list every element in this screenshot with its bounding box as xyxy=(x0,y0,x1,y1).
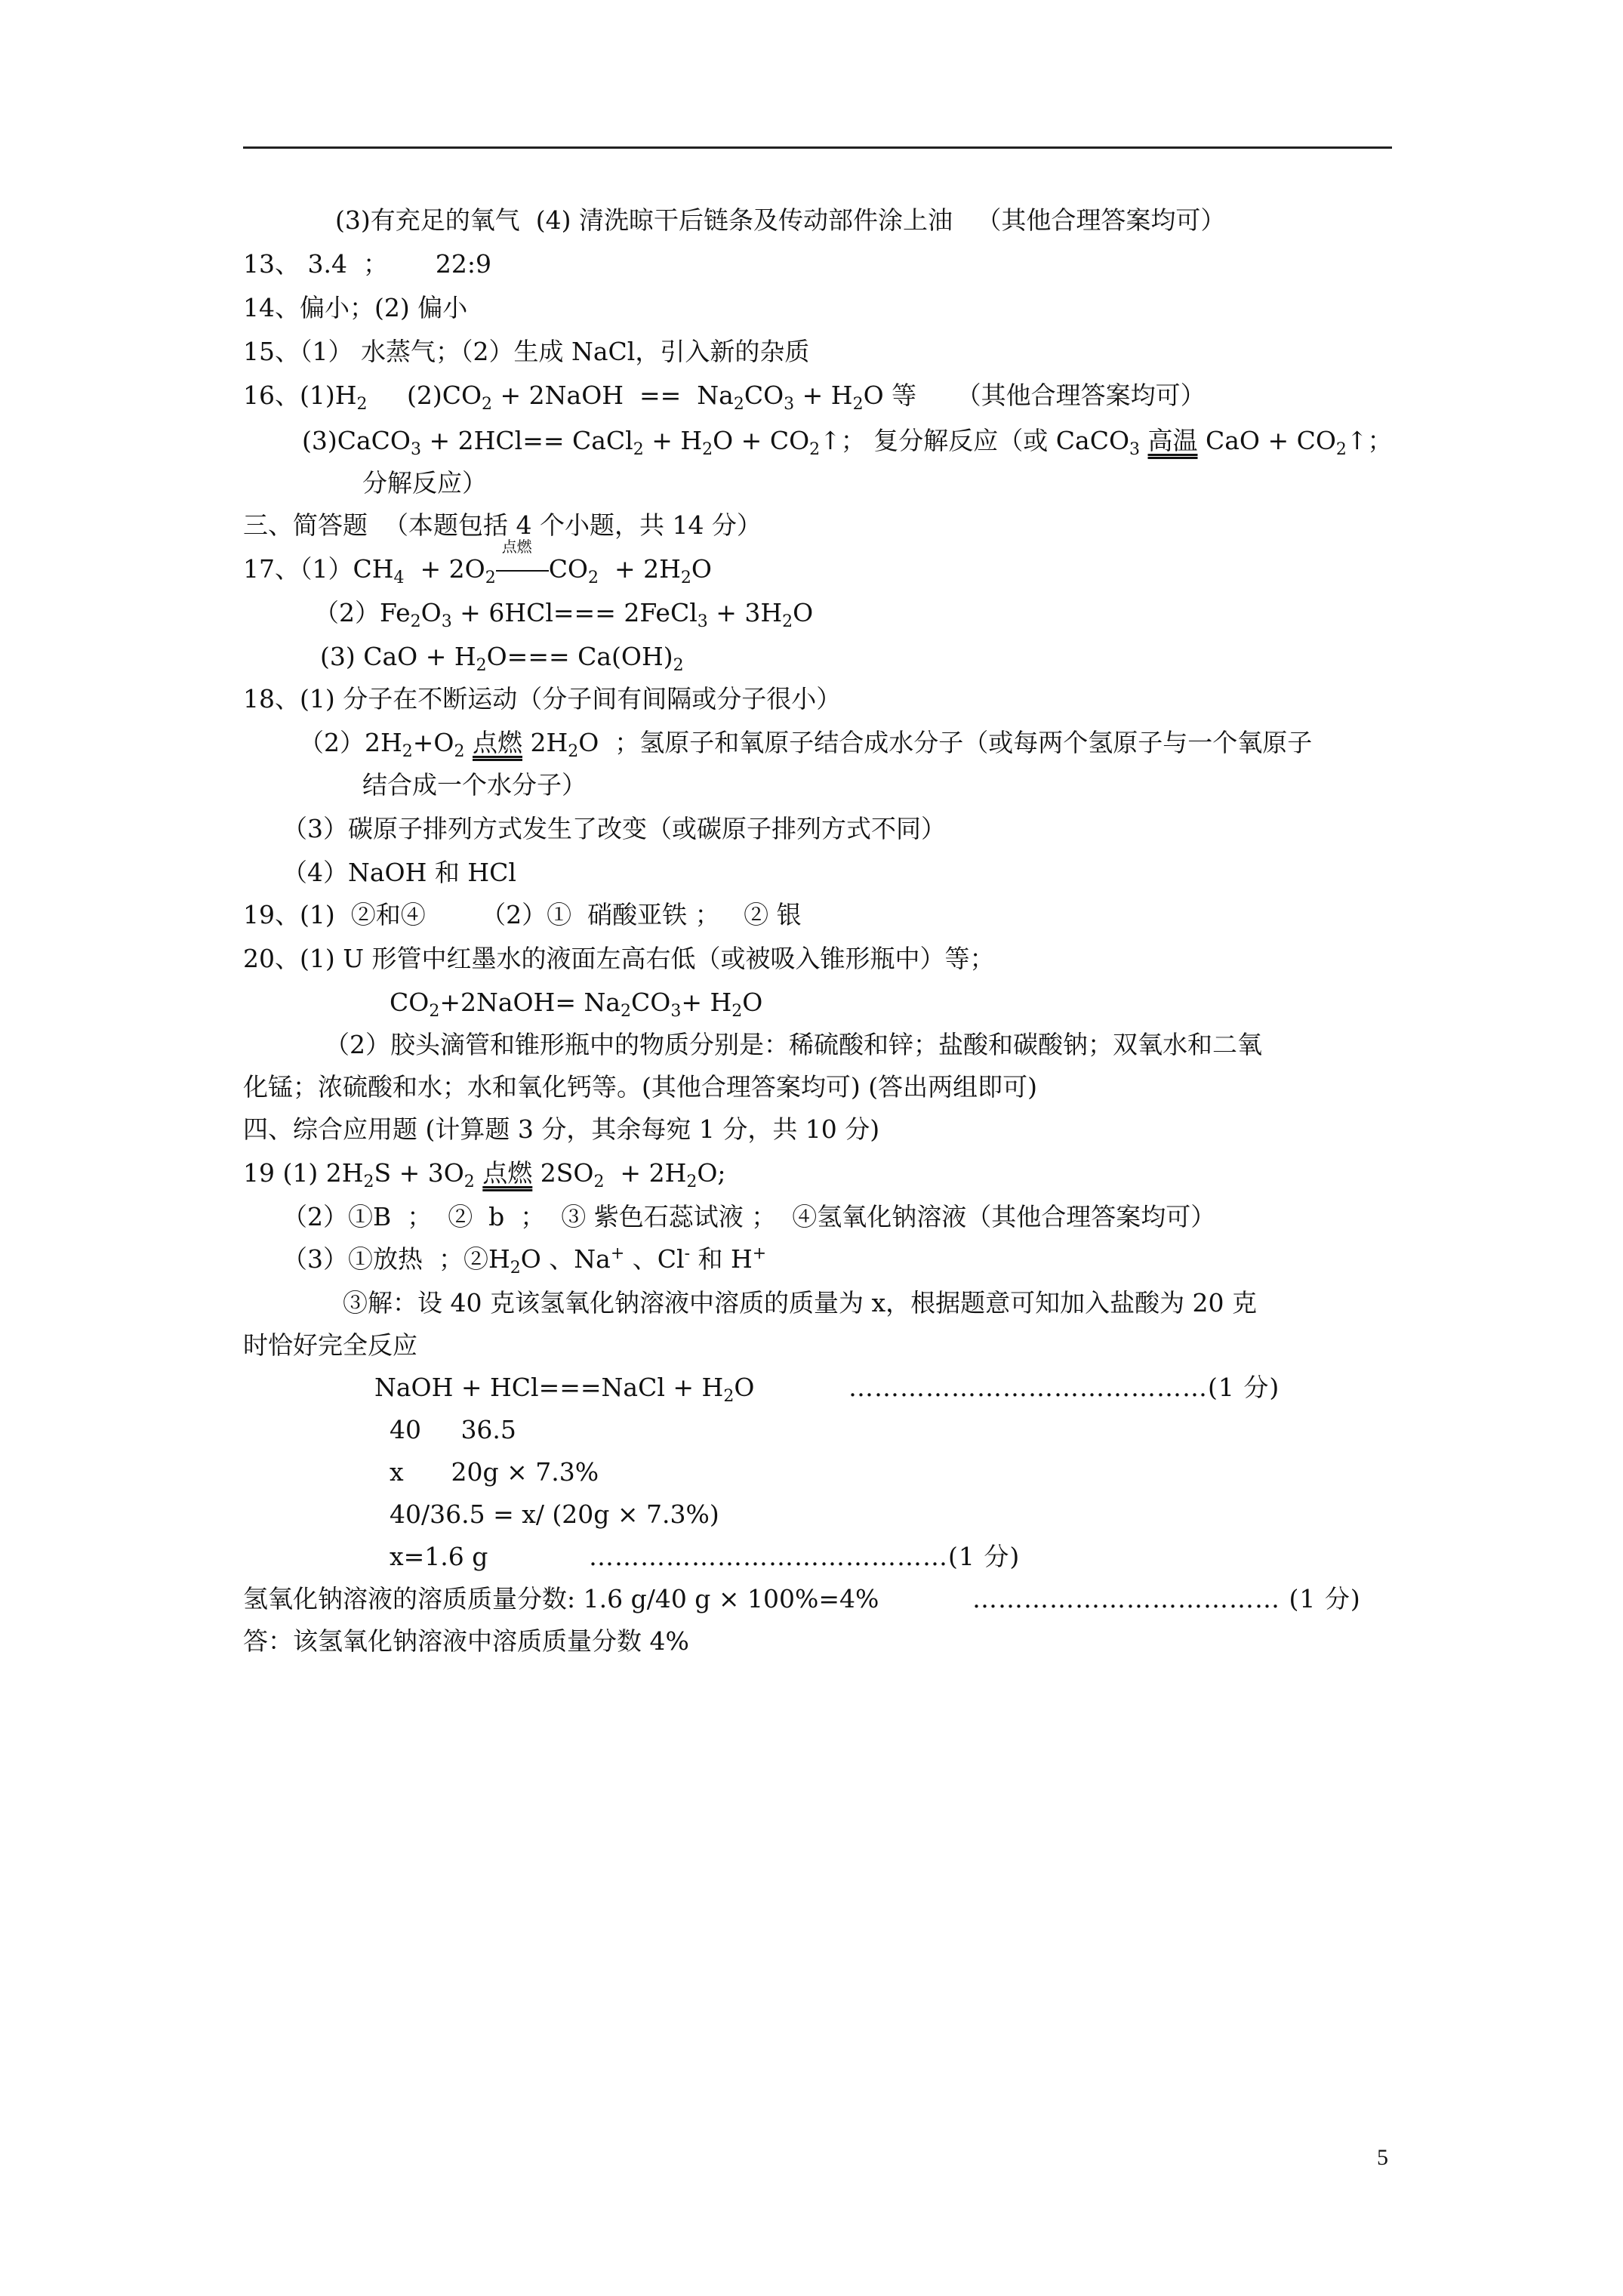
answer-17-1: 17、$(1)CH_4 + 2O_2$ 点燃 $CO_2 + 2H_2O$ xyxy=(243,538,712,587)
answer-18-4: （4）NaOH 和 HCl xyxy=(282,858,516,887)
answer-17-3: (3) CaO + $H_2O=== Ca(OH)_2$ xyxy=(320,642,684,675)
answer-18-2-cont: 结合成一个水分子） xyxy=(362,770,587,800)
answer-17-2: $(2)Fe_2O_3 + 6HCl===$ 2FeCl$_3$ + $3H_2O$ xyxy=(314,598,814,631)
reaction-condition: 点燃 xyxy=(473,728,522,757)
solution-proportion: 40/36.5 = x/ (20g × 7.3%) xyxy=(390,1499,719,1529)
page-number: 5 xyxy=(1377,2145,1388,2170)
answer-16-3-cont: 分解反应） xyxy=(362,468,487,498)
solution-values: x 20g × 7.3% xyxy=(390,1457,599,1487)
answer-16-3: (3)CaCO$_3$ + 2HCl== CaCl$_2$ + $H_2O$ + $CO_2↑$； 复分解反应（或 CaCO$_3$ 高温 CaO + $CO_2↑$； xyxy=(302,426,1393,459)
solution-equation: NaOH + HCl===NaCl + $H_2O$ xyxy=(374,1373,755,1406)
score-marker: ……………………………… (1 分) xyxy=(972,1584,1361,1613)
reaction-condition: 点燃 xyxy=(482,1158,533,1188)
reaction-condition: 点燃 xyxy=(496,554,549,584)
solution-result: x=1.6 g xyxy=(390,1542,488,1571)
answer-14: 14、偏小；(2) 偏小 xyxy=(243,293,468,322)
answer-18-1: 18、(1) 分子在不断运动（分子间有间隔或分子很小） xyxy=(243,684,842,713)
answer-20-2: （2）胶头滴管和锥形瓶中的物质分别是：稀硫酸和锌；盐酸和碳酸钠；双氧水和二氧 xyxy=(325,1030,1262,1059)
answer-19: 19、(1) ②和④ （2）① 硝酸亚铁 ； ② 银 xyxy=(243,900,802,929)
answer-line: (3)有充足的氧气 (4) 清洗晾干后链条及传动部件涂上油 （其他合理答案均可） xyxy=(335,205,1226,235)
solution-answer: 答：该氢氧化钠溶液中溶质质量分数 4% xyxy=(243,1626,689,1656)
answer-18-2: $(2)2H_2+O_2$ 点燃 $2H_2O$ ；氢原子和氧原子结合成水分子（或每两个氢原子与一个氧原子 xyxy=(299,728,1313,761)
solution-intro-cont: 时恰好完全反应 xyxy=(243,1330,417,1360)
answer-20-1: 20、(1) U 形管中红墨水的液面左高右低（或被吸入锥形瓶中）等； xyxy=(243,944,995,973)
score-marker: ……………………………………(1 分) xyxy=(848,1373,1280,1402)
answer-20-2-cont: 化锰；浓硫酸和水；水和氧化钙等。(其他合理答案均可) (答出两组即可) xyxy=(243,1072,1037,1102)
section-heading-4: 四、综合应用题 (计算题 3 分，其余每宛 1 分，共 10 分) xyxy=(243,1114,880,1144)
section-heading-3: 三、简答题 （本题包括 4 个小题，共 14 分） xyxy=(243,510,762,540)
answer-16: 16、$(1)H_2$ $(2)CO_2$ + 2NaOH == $Na_2CO_3 + H_2O$ 等 （其他合理答案均可） xyxy=(243,381,1206,414)
solution-fraction: 氢氧化钠溶液的溶质质量分数: 1.6 g/40 g × 100%=4% xyxy=(243,1584,879,1613)
solution-intro: ③解：设 40 克该氢氧化钠溶液中溶质的质量为 x，根据题意可知加入盐酸为 20 克 xyxy=(343,1288,1258,1318)
answer-19-1: 19 (1) $2H_2S + 3O_2$ 点燃 $2SO_2 + 2H_2O$; xyxy=(243,1158,726,1191)
reaction-condition: 高温 xyxy=(1147,426,1198,455)
answer-13: 13、 3.4 ； 22:9 xyxy=(243,249,491,279)
answer-19-3: （3）①放热 ；$②H_2O$ 、Na+ 、Cl- 和 H+ xyxy=(282,1244,767,1277)
solution-ratio: 40 36.5 xyxy=(390,1415,516,1444)
answer-20-1-equation: $CO_2+2NaOH= Na_2CO_3+ H_2O$ xyxy=(390,988,763,1021)
answer-18-3: （3）碳原子排列方式发生了改变（或碳原子排列方式不同） xyxy=(282,814,946,843)
answer-19-2: （2）①B ； ② b ； ③ 紫色石蕊试液 ； ④氢氧化钠溶液（其他合理答案均可） xyxy=(282,1202,1216,1231)
answer-15: 15、（1） 水蒸气；（2）生成 NaCl，引入新的杂质 xyxy=(243,337,810,366)
score-marker: ……………………………………(1 分) xyxy=(589,1542,1021,1571)
header-rule xyxy=(243,146,1392,149)
